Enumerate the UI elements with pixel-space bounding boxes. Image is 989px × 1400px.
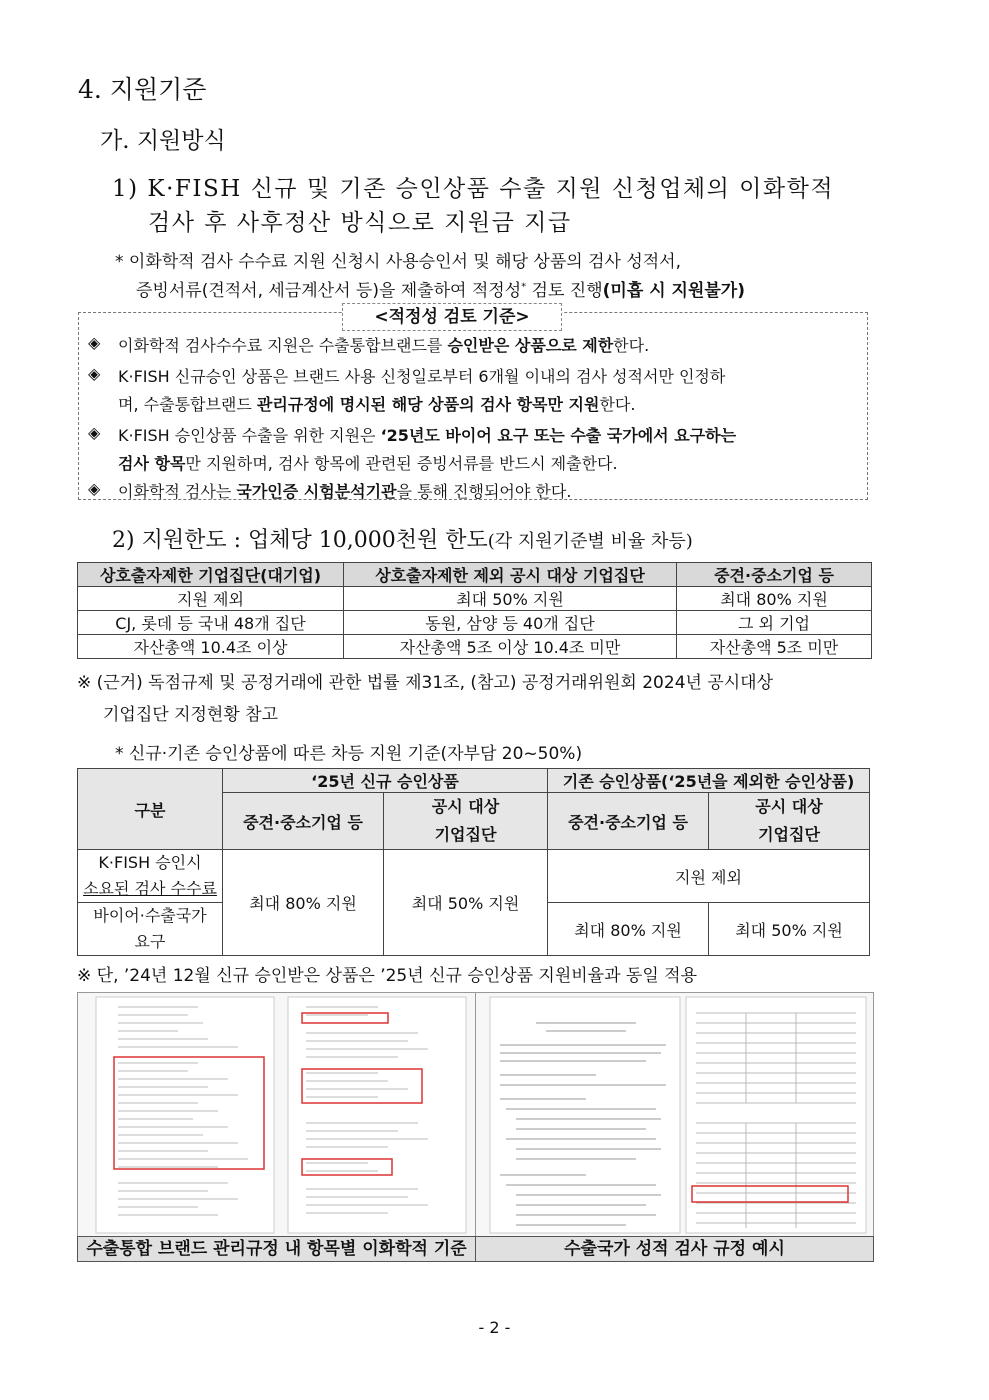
company-tier-table bbox=[77, 562, 872, 659]
export-regulation-graphic bbox=[476, 993, 873, 1237]
bold-text: 승인받은 상품으로 제한 bbox=[447, 336, 614, 355]
page-number: - 2 - bbox=[478, 1318, 511, 1337]
table-row bbox=[78, 611, 872, 635]
limit-heading bbox=[112, 523, 693, 554]
caption-right: 수출국가 성적 검사 규정 예시 bbox=[475, 1236, 874, 1262]
table1-cell: 그 외 기업 bbox=[677, 611, 872, 635]
bold-text: ‘25년도 바이어 요구 또는 수출 국가에서 요구하는 bbox=[380, 426, 737, 445]
table-row bbox=[78, 850, 870, 903]
table1-cell: CJ, 롯데 등 국내 48개 집단 bbox=[78, 611, 344, 635]
criteria-line-3 bbox=[118, 392, 635, 415]
table2-cell: 최대 80% 지원 bbox=[223, 850, 384, 956]
criteria-line-1 bbox=[118, 333, 649, 356]
text: 소요된 검사 수수료 bbox=[83, 879, 217, 898]
support-ratio-table bbox=[77, 768, 870, 956]
table2-row-label bbox=[78, 850, 223, 903]
table-row bbox=[78, 587, 872, 611]
table1-cell: 최대 80% 지원 bbox=[677, 587, 872, 611]
text: 만 지원하며, 검사 항목에 관련된 증빙서류를 반드시 제출한다. bbox=[185, 454, 618, 473]
limit-heading-paren: (각 지원기준별 비율 차등) bbox=[487, 531, 693, 552]
text: 며, 수출통합브랜드 bbox=[118, 395, 257, 414]
table2-sub-public bbox=[709, 793, 870, 850]
text: 기업집단 bbox=[758, 825, 820, 844]
item1-line2: 검사 후 사후정산 방식으로 지원금 지급 bbox=[148, 210, 572, 236]
text: 요구 bbox=[134, 932, 166, 951]
text: 바이어·수출국가 bbox=[93, 906, 207, 925]
table2-header-group: 구분 bbox=[78, 769, 223, 850]
text: 한다. bbox=[599, 395, 636, 414]
text: 이화학적 검사는 bbox=[118, 482, 237, 501]
export-regulation-image bbox=[475, 992, 874, 1238]
table1-header: 중견·중소기업 등 bbox=[677, 563, 872, 587]
text: 이화학적 검사수수료 지원은 수출통합브랜드를 bbox=[118, 336, 448, 355]
limit-heading-main: 2) 지원한도 : 업체당 10,000천원 한도 bbox=[112, 528, 488, 553]
basis-note-line3: * 신규·기존 승인상품에 따른 차등 지원 기준(자부담 20~50%) bbox=[115, 744, 583, 764]
text: 공시 대상 bbox=[431, 797, 500, 816]
table2-sub-public bbox=[384, 793, 548, 850]
table2-row-label bbox=[78, 903, 223, 956]
table2-cell: 최대 50% 지원 bbox=[709, 903, 870, 956]
basis-note-line1: ※ (근거) 독점규제 및 공정거래에 관한 법률 제31조, (참고) 공정거래위원회 2024년 공시대상 bbox=[77, 673, 774, 693]
table1-cell: 자산총액 5조 이상 10.4조 미만 bbox=[344, 635, 677, 659]
note1-sup: * bbox=[521, 281, 527, 293]
bullet-diamond: ◈ bbox=[88, 333, 101, 352]
regulation-document-graphic bbox=[78, 993, 475, 1237]
table2-cell: 최대 50% 지원 bbox=[384, 850, 548, 956]
table1-cell: 지원 제외 bbox=[78, 587, 344, 611]
criteria-line-4 bbox=[118, 423, 736, 446]
table1-header: 상호출자제한 제외 공시 대상 기업집단 bbox=[344, 563, 677, 587]
item1-line1: 1) K·FISH 신규 및 기존 승인상품 수출 지원 신청업체의 이화학적 bbox=[112, 176, 835, 202]
text: 기업집단 bbox=[434, 825, 497, 844]
text: K·FISH 승인시 bbox=[98, 853, 202, 872]
regulation-document-image bbox=[77, 992, 476, 1238]
note1-text-b: 검토 진행 bbox=[526, 281, 603, 301]
table1-cell: 자산총액 5조 미만 bbox=[677, 635, 872, 659]
criteria-line-5 bbox=[118, 451, 618, 474]
text: 공시 대상 bbox=[755, 797, 823, 816]
bullet-diamond: ◈ bbox=[88, 423, 101, 442]
table2-header-old: 기존 승인상품(‘25년을 제외한 승인상품) bbox=[548, 769, 870, 793]
caption-left: 수출통합 브랜드 관리규정 내 항목별 이화학적 기준 bbox=[77, 1236, 476, 1262]
text: 을 통해 진행되어야 한다. bbox=[396, 482, 572, 501]
table2-cell: 최대 80% 지원 bbox=[548, 903, 709, 956]
sub-heading: 가. 지원방식 bbox=[100, 128, 226, 154]
table1-cell: 동원, 삼양 등 40개 집단 bbox=[344, 611, 677, 635]
table2-header-new: ‘25년 신규 승인상품 bbox=[223, 769, 548, 793]
text: K·FISH 승인상품 수출을 위한 지원은 bbox=[118, 426, 381, 445]
bold-text: 검사 항목 bbox=[118, 454, 186, 473]
table2-cell: 지원 제외 bbox=[548, 850, 870, 903]
note1-line2 bbox=[136, 276, 745, 301]
basis-note-line2: 기업집단 지정현황 참고 bbox=[103, 705, 279, 725]
table1-header: 상호출자제한 기업집단(대기업) bbox=[78, 563, 344, 587]
note1-bold: (미흡 시 지원불가) bbox=[602, 281, 745, 301]
table-row bbox=[78, 635, 872, 659]
text: 한다. bbox=[613, 336, 650, 355]
note1-line1: * 이화학적 검사 수수료 지원 신청시 사용승인서 및 해당 상품의 검사 성적서, bbox=[115, 252, 682, 272]
table1-cell: 자산총액 10.4조 이상 bbox=[78, 635, 344, 659]
criteria-line-2: K·FISH 신규승인 상품은 브랜드 사용 신청일로부터 6개월 이내의 검사 성적서만 인정하 bbox=[118, 367, 726, 386]
table2-sub-sme: 중견·중소기업 등 bbox=[548, 793, 709, 850]
bold-text: 관리규정에 명시된 해당 상품의 검사 항목만 지원 bbox=[256, 395, 600, 414]
bullet-diamond: ◈ bbox=[88, 364, 101, 383]
bold-text: 국가인증 시험분석기관 bbox=[236, 482, 397, 501]
table1-cell: 최대 50% 지원 bbox=[344, 587, 677, 611]
special-note: ※ 단, ’24년 12월 신규 승인받은 상품은 ’25년 신규 승인상품 지원비율과 동일 적용 bbox=[77, 966, 698, 986]
criteria-line-6 bbox=[118, 479, 571, 502]
note1-text-a: 증빙서류(견적서, 세금계산서 등)을 제출하여 적정성 bbox=[136, 281, 522, 301]
criteria-title: <적정성 검토 기준> bbox=[342, 303, 562, 331]
section-heading: 4. 지원기준 bbox=[78, 75, 207, 104]
table2-sub-sme: 중견·중소기업 등 bbox=[223, 793, 384, 850]
bullet-diamond: ◈ bbox=[88, 479, 101, 498]
